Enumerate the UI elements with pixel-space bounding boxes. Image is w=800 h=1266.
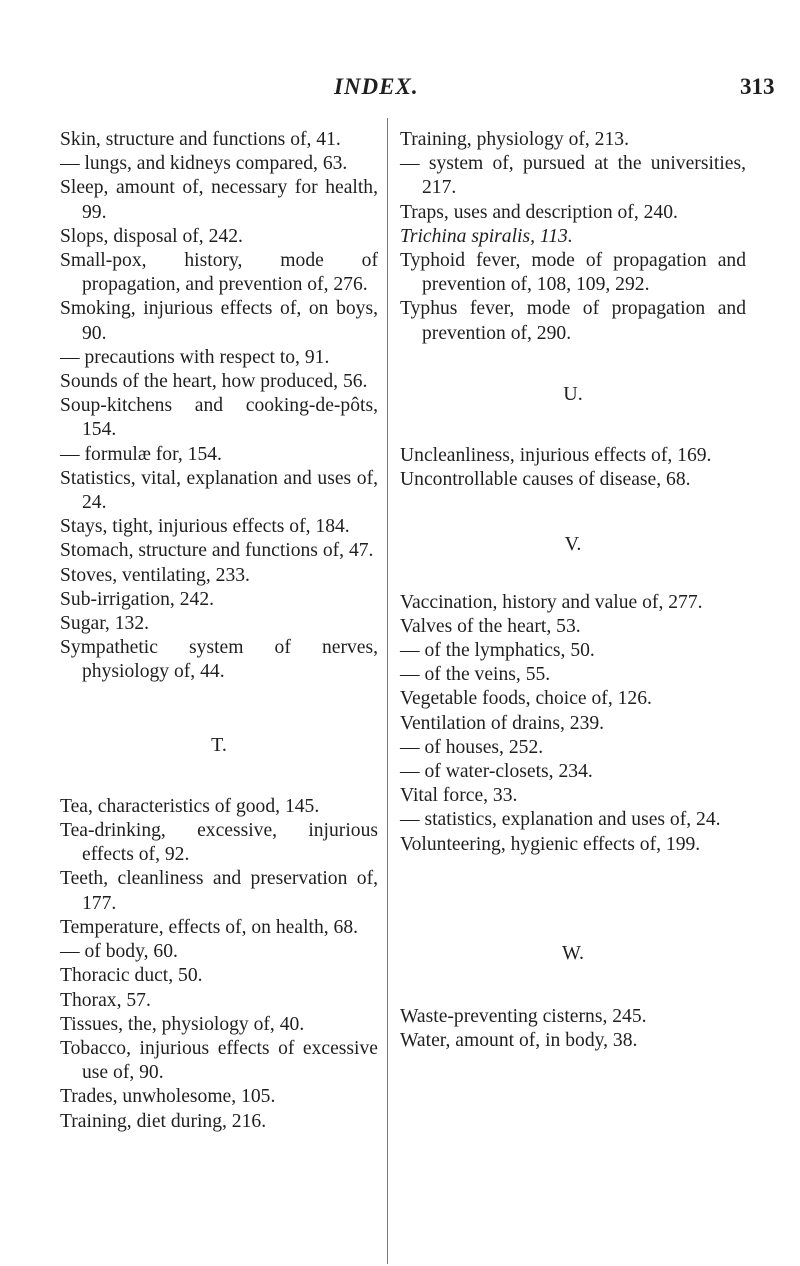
- index-entry: Traps, uses and description of, 240.: [400, 201, 678, 223]
- index-entry: Ventilation of drains, 239.: [400, 712, 605, 734]
- index-entry: Slops, disposal of, 242.: [60, 225, 243, 247]
- running-header: [0, 74, 800, 108]
- index-entry: Trades, unwholesome, 105.: [60, 1086, 276, 1108]
- index-entry: Thorax, 57.: [60, 989, 151, 1011]
- index-entry: — of the veins, 55.: [400, 664, 551, 686]
- index-entry: Training, physiology of, 213.: [400, 129, 629, 150]
- index-entry: Tissues, the, physiology of, 40.: [60, 1013, 305, 1035]
- index-entry: — statistics, explanation and uses of, 24.: [400, 809, 721, 831]
- index-entry: — of houses, 252.: [400, 736, 544, 758]
- index-entry: Typhus fever, mode of propagation and prevention of, 290.: [400, 298, 746, 344]
- index-entry: Teeth, cleanliness and preservation of, 177.: [60, 868, 378, 914]
- index-entry: Thoracic duct, 50.: [60, 965, 203, 987]
- index-entry: Sub-irrigation, 242.: [60, 588, 215, 610]
- index-entry: Tobacco, injurious effects of excessive use of, 90.: [60, 1037, 378, 1084]
- index-entry: Valves of the heart, 53.: [400, 615, 581, 637]
- index-entry: — lungs, and kidneys compared, 63.: [60, 153, 348, 175]
- index-entry: Sugar, 132.: [60, 613, 150, 635]
- section-letter-v: V.: [564, 533, 582, 556]
- index-entry: — formulæ for, 154.: [60, 443, 222, 465]
- left-column: [60, 128, 378, 1134]
- column-divider: [387, 118, 388, 1264]
- index-entry: Waste-preventing cisterns, 245.: [400, 1006, 647, 1028]
- index-entry: — system of, pursued at the universities, 217.: [400, 153, 746, 199]
- index-entry: Sleep, amount of, necessary for health, 99.: [60, 177, 378, 223]
- index-entry: Stoves, ventilating, 233.: [60, 564, 250, 586]
- index-entry: Trichina spiralis, 113.: [400, 225, 573, 247]
- index-entry: Vital force, 33.: [400, 785, 518, 807]
- index-entry: Training, diet during, 216.: [60, 1110, 267, 1132]
- page-number: 313: [740, 74, 775, 99]
- index-entry: Vaccination, history and value of, 277.: [400, 591, 703, 613]
- index-entry: Uncleanliness, injurious effects of, 169.: [400, 445, 712, 467]
- index-entry: Smoking, injurious effects of, on boys, 90.: [60, 298, 378, 344]
- index-entry: Statistics, vital, explanation and uses of, 24.: [60, 467, 378, 514]
- index-entry: Sounds of the heart, how produced, 56.: [60, 371, 368, 393]
- section-letter-t: T.: [211, 733, 227, 756]
- index-entry: Uncontrollable causes of disease, 68.: [400, 469, 691, 491]
- right-column: [400, 128, 746, 1053]
- index-entry: — of body, 60.: [60, 941, 178, 963]
- index-entry: Volunteering, hygienic effects of, 199.: [400, 833, 701, 855]
- index-entry: Small-pox, history, mode of propagation, and prevention of, 276.: [60, 250, 378, 296]
- index-entry: Skin, structure and functions of, 41.: [60, 129, 341, 150]
- index-entry: — of water-closets, 234.: [400, 761, 593, 783]
- index-entry: Typhoid fever, mode of propagation and prevention of, 108, 109, 292.: [400, 250, 746, 296]
- section-letter-u: U.: [563, 382, 583, 405]
- index-entry: Temperature, effects of, on health, 68.: [60, 916, 359, 938]
- index-entry: Stomach, structure and functions of, 47.: [60, 540, 374, 562]
- index-entry: Sympathetic system of nerves, physiology of, 44.: [60, 637, 378, 683]
- page-title: INDEX.: [334, 74, 419, 99]
- index-entry: — precautions with respect to, 91.: [60, 346, 330, 368]
- index-entry: Vegetable foods, choice of, 126.: [400, 688, 652, 710]
- index-entry: Tea, characteristics of good, 145.: [60, 795, 320, 817]
- index-entry: Soup-kitchens and cooking-de-pôts, 154.: [60, 395, 378, 441]
- index-entry: Water, amount of, in body, 38.: [400, 1030, 638, 1052]
- index-entry: Tea-drinking, excessive, injurious effects of, 92.: [60, 820, 378, 866]
- section-letter-w: W.: [561, 941, 585, 964]
- index-entry: — of the lymphatics, 50.: [400, 640, 595, 662]
- index-entry: Stays, tight, injurious effects of, 184.: [60, 516, 350, 538]
